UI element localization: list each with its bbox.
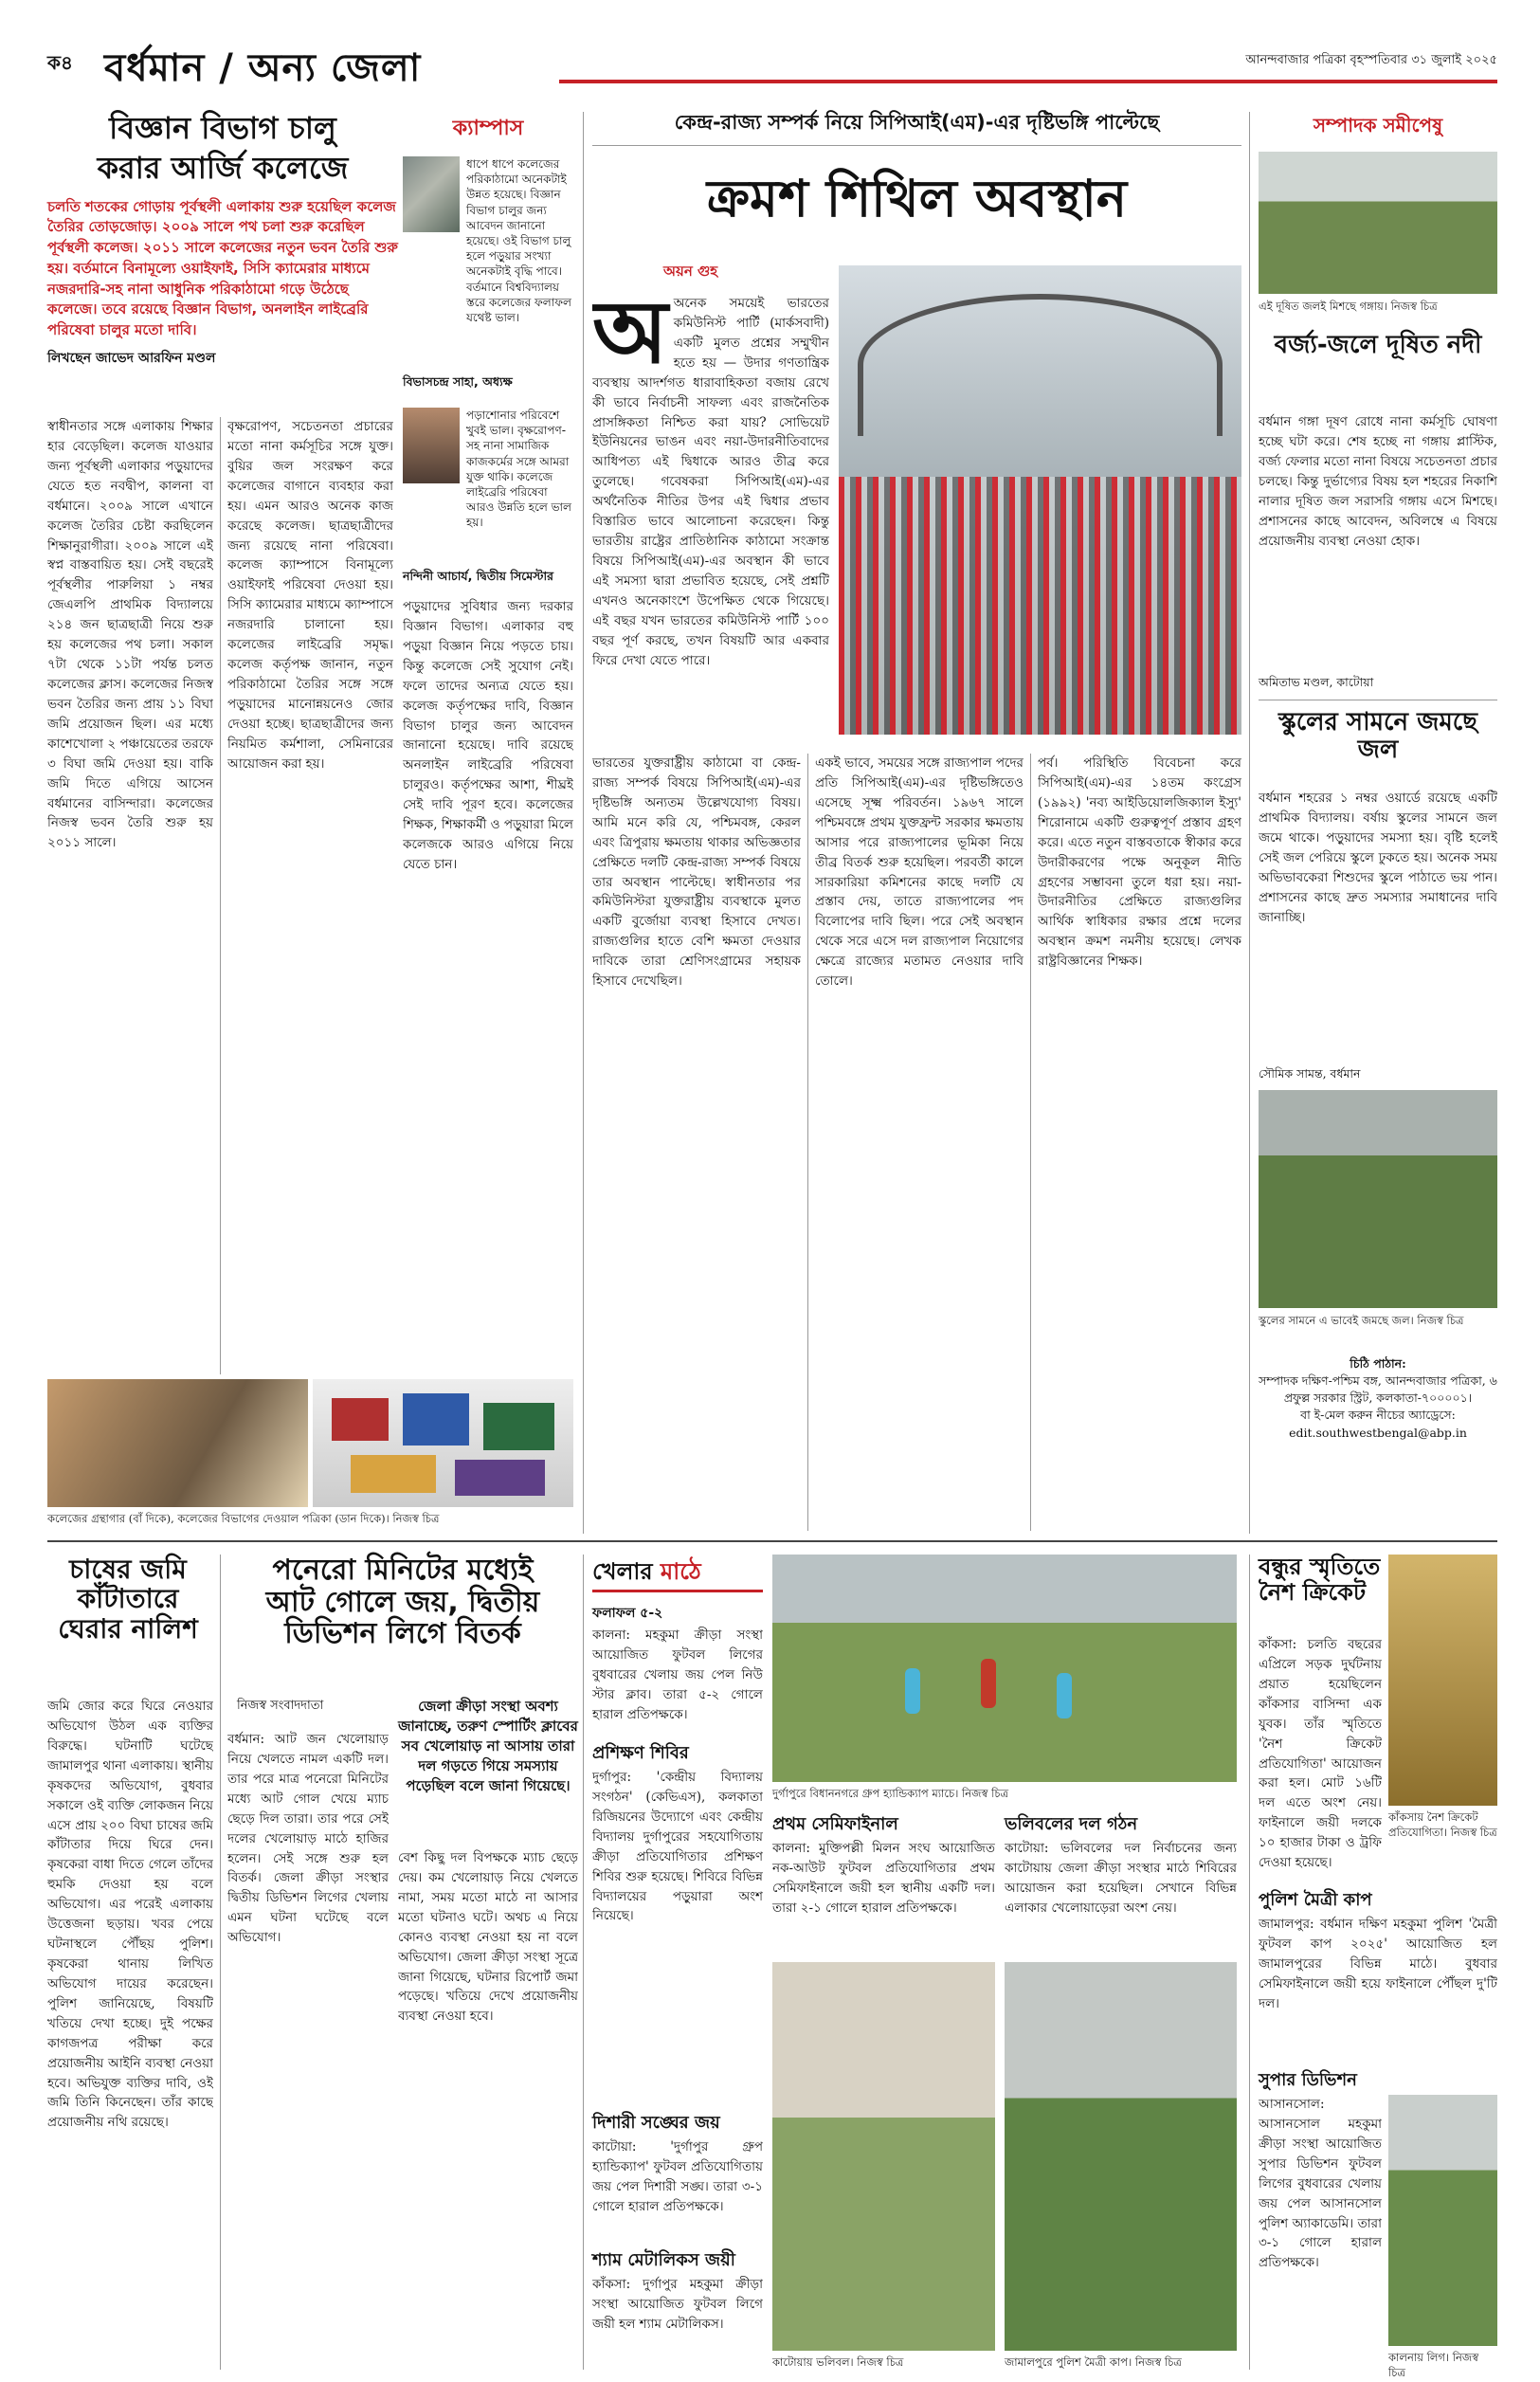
paper-info: আনন্দবাজার পত্রিকা বৃহস্পতিবার ৩১ জুলাই ২০২৫ [1245, 53, 1497, 67]
address-title: চিঠি পাঠান: [1350, 1356, 1406, 1371]
lead-headline: ক্রমশ শিথিল অবস্থান [706, 169, 1128, 228]
football-headline-1: পনেরো মিনিটের মধ্যেই [272, 1554, 534, 1587]
camp-title: প্রশিক্ষণ শিবির [592, 1743, 689, 1763]
land-body: জমি জোর করে ঘিরে নেওয়ার অভিযোগ উঠল এক ব্যক্তির বিরুদ্ধে। ঘটনাটি ঘটেছে জামালপুর থানা এলাকায়। স্থানীয় কৃষকদের অভিযোগ, বুধবার সকালে ওই ব্যক্তি লোকজন নিয়ে এসে প্রায় ২০০ বিঘা চাষের জমি কাঁটাতার দিয়ে ঘিরে দেন। কৃষকেরা বাধা দিতে গেলে তাঁদের হুমকি দেওয়া হয় বলে অভিযোগ। এর পরেই এলাকায় উত্তেজনা ছড়ায়। খবর পেয়ে ঘটনাস্থলে পৌঁছয় পুলিশ। কৃষকেরা থানায় লিখিত অভিযোগ দায়ের করেছেন। পুলিশ জানিয়েছে, বিষয়টি খতিয়ে দেখা হচ্ছে। দুই পক্ষের কাগজপত্র পরীক্ষা করে প্রয়োজনীয় আইনি ব্যবস্থা নেওয়া হবে। অভিযুক্ত ব্যক্তির দাবি, ওই জমি তিনি কিনেছেন। তাঁর কাছে প্রয়োজনীয় নথি রয়েছে। [47, 1699, 213, 2131]
campus-quote-1: ধাপে ধাপে কলেজের পরিকাঠামো অনেকটাই উন্নত হয়েছে। বিজ্ঞান বিভাগ চালুর জন্য আবেদন জানানো হয়েছে। ওই বিভাগ চালু হলে পড়ুয়ার সংখ্যা অনেকটাই বৃদ্ধি পাবে। বর্তমানে বিশ্ববিদ্যালয় স্তরে কলেজের ফলাফল যথেষ্ট ভাল। [466, 157, 571, 324]
letter2-body: বর্ধমান শহরের ১ নম্বর ওয়ার্ডে রয়েছে একটি প্রাথমিক বিদ্যালয়। বর্ষায় স্কুলের সামনে জল জমে থাকে। পড়ুয়াদের সমস্যা হয়। বৃষ্টি হলেই সেই জল পেরিয়ে স্কুলে ঢুকতে হয়। অনেক সময় অভিভাবকেরা শিশুদের স্কুলে পাঠাতে ভয় পান। প্রশাসনের কাছে দ্রুত সমস্যার সমাধানের দাবি জানাচ্ছি। [1259, 791, 1497, 925]
letters-label: সম্পাদক সমীপেষু [1313, 114, 1443, 136]
police-title: পুলিশ মৈত্রী কাপ [1259, 1890, 1372, 1910]
college-photo-caption: কলেজের গ্রন্থাগার (বাঁ দিকে), কলেজের বিভাগের দেওয়াল পত্রিকা (ডান দিকে)। নিজস্ব চিত্র [47, 1512, 440, 1525]
police-photo-caption: জামালপুরে পুলিশ মৈত্রী কাপ। নিজস্ব চিত্র [1005, 2355, 1182, 2369]
lead-photo-rally [839, 265, 1241, 735]
sports-label-prefix: খেলার [592, 1558, 661, 1585]
sports-label-main: মাঠে [660, 1558, 701, 1585]
column-rule [583, 112, 584, 1534]
campus-quote-2: পড়াশোনার পরিবেশে খুবই ভাল। বৃক্ষরোপণ-সহ নানা সামাজিক কাজকর্মের সঙ্গে আমরা যুক্ত থাকি। কলেজে লাইব্রেরি পরিষেবা আরও উন্নতি হলে ভাল হয়। [466, 409, 571, 530]
section-title: বর্ধমান / অন্য জেলা [104, 46, 422, 90]
football-headline-2: আট গোলে জয়, দ্বিতীয় [265, 1585, 540, 1619]
college-byline: লিখছেন জাভেদ আরফিন মণ্ডল [47, 350, 216, 366]
waterlogging-caption: স্কুলের সামনে এ ভাবেই জমছে জল। নিজস্ব চিত্র [1259, 1314, 1464, 1327]
volley-title: ভলিবলের দল গঠন [1005, 1814, 1138, 1834]
football-headline-3: ডিভিশন লিগে বিতর্ক [284, 1617, 521, 1651]
column-rule [220, 417, 221, 1374]
match-photo-caption: দুর্গাপুরে বিধাননগরে গ্রুপ হ্যান্ডিক্যাপ ম্যাচে। নিজস্ব চিত্র [772, 1787, 1009, 1800]
wall-magazine-photo [313, 1379, 573, 1507]
kalna-league-photo [1388, 2095, 1497, 2346]
campus-quote-1-name: বিভাসচন্দ্র সাহা, অধ্যক্ষ [403, 374, 513, 389]
lead-kicker: কেন্দ্র-রাজ্য সম্পর্ক নিয়ে সিপিআই(এম)-এর দৃষ্টিভঙ্গি পাল্টেছে [674, 111, 1160, 134]
dishari-body: কাটোয়া: 'দুর্গাপুর গ্রুপ হ্যান্ডিক্যাপ' ফুটবল প্রতিযোগিতায় জয় পেল দিশারী সঙ্ঘ। তারা ৩-১ গোলে হারাল প্রতিপক্ষকে। [592, 2139, 763, 2214]
semi-title: প্রথম সেমিফাইনাল [772, 1814, 898, 1834]
column-rule [1249, 112, 1250, 1534]
letters-sidebar [1259, 112, 1497, 143]
cricket-body: কাঁকসা: চলতি বছরের এপ্রিলে সড়ক দুর্ঘটনায় প্রয়াত হয়েছিলেন কাঁকসার বাসিন্দা এক যুবক। তাঁর স্মৃতিতে 'নৈশ ক্রিকেট প্রতিযোগিতা' আয়োজন করা হল। মোট ১৬টি দল এতে অংশ নেয়। ফাইনালে জয়ী দলকে ১০ হাজার টাকা ও ট্রফি দেওয়া হয়েছে। [1259, 1637, 1382, 1871]
library-photo [47, 1379, 308, 1507]
land-headline: চাষের জমি কাঁটাতারে ঘেরার নালিশ [58, 1554, 198, 1645]
football-body-col2: বেশ কিছু দল বিপক্ষকে ম্যাচ ছেড়ে দেয়। কম খেলোয়াড় নিয়ে খেলতে নামা, সময় মতো মাঠে না আসার মতো ঘটনাও ঘটে। অথচ এ নিয়ে কোনও ব্যবস্থা নেওয়া হয় না বলে অভিযোগ। জেলা ক্রীড়া সংস্থা সূত্রে জানা গিয়েছে, ঘটনার রিপোর্ট জমা পড়েছে। খতিয়ে দেখে প্রয়োজনীয় ব্যবস্থা নেওয়া হবে। [398, 1850, 578, 2025]
lead-body-col2: ভারতের যুক্তরাষ্ট্রীয় কাঠামো বা কেন্দ্র-রাজ্য সম্পর্ক বিষয়ে সিপিআই(এম)-এর দৃষ্টিভঙ্গি অন্যতম উল্লেখযোগ্য বিষয়। আমি মনে করি যে, পশ্চিমবঙ্গ, কেরল এবং ত্রিপুরায় ক্ষমতায় থাকার অভিজ্ঞতার প্রেক্ষিতে দলটি কেন্দ্র-রাজ্য সম্পর্ক বিষয়ে তার অবস্থান পাল্টেছে। স্বাধীনতার পর কমিউনিস্টরা যুক্তরাষ্ট্রীয় ব্যবস্থাকে মুলত একটি বুর্জোয়া ব্যবস্থা হিসাবে দেখত। রাজ্যগুলির হাতে বেশি ক্ষমতা দেওয়ার দাবিকে তারা শ্রেণিসংগ্রামের সহায়ক হিসাবে দেখেছিল। [592, 755, 801, 990]
column-rule [220, 1555, 221, 2370]
score-body: কালনা: মহকুমা ক্রীড়া সংস্থা আয়োজিত ফুটবল লিগের বুধবারের খেলায় জয় পেল নিউ স্টার ক্লাব। তারা ৫-২ গোলে হারাল প্রতিপক্ষকে। [592, 1627, 763, 1722]
campus-quote-2-name: নন্দিনী আচার্য, দ্বিতীয় সিমেস্টার [403, 569, 554, 583]
cricket-photo-caption: কাঁকসায় নৈশ ক্রিকেট প্রতিযোগিতা। নিজস্ব চিত্র [1388, 1810, 1497, 1839]
score-title: ফলাফল ৫-২ [592, 1606, 663, 1621]
student-photo [403, 408, 460, 483]
address-box [1259, 1355, 1497, 1442]
drain-photo [1259, 152, 1497, 294]
letter1-name: অমিতাভ মণ্ডল, কাটোয়া [1259, 675, 1374, 689]
college-body-col2: বৃক্ষরোপণ, সচেতনতা প্রচারের মতো নানা কর্মসূচির সঙ্গে যুক্ত। বুয়ির জল সংরক্ষণ করে কলেজের বাগানে ব্যবহার করা হয়। এমন আরও অনেক কাজ করেছে কলেজ। ছাত্রছাত্রীদের জন্য রয়েছে নানা পরিষেবা। কলেজ ক্যাম্পাসে বিনামূল্যে ওয়াইফাই পরিষেবা দেওয়া হয়। সিসি ক্যামেরার মাধ্যমে ক্যাম্পাসে নজরদারি চালানো হয়। কলেজের লাইব্রেরি সমৃদ্ধ। কলেজ কর্তৃপক্ষ জানান, নতুন পরিকাঠামো তৈরির সঙ্গে সঙ্গে পড়ুয়াদের মানোন্নয়নেও জোর দেওয়া হচ্ছে। ছাত্রছাত্রীদের জন্য নিয়মিত কর্মশালা, সেমিনারের আয়োজন করা হয়। [227, 419, 393, 772]
college-body-col3: পড়ুয়াদের সুবিধার জন্য দরকার বিজ্ঞান বিভাগ। এলাকার বহু পড়ুয়া বিজ্ঞান নিয়ে পড়তে চায়। কিন্তু কলেজে সেই সুযোগ নেই। ফলে তাদের অন্যত্র যেতে হয়। কলেজ কর্তৃপক্ষের দাবি, বিজ্ঞান বিভাগ চালুর জন্য আবেদন জানানো হয়েছে। দাবি রয়েছে অনলাইন লাইব্রেরি পরিষেবা চালুরও। কর্তৃপক্ষের আশা, শীঘ্রই সেই দাবি পূরণ হবে। কলেজের শিক্ষক, শিক্ষাকর্মী ও পড়ুয়ারা মিলে কলেজকে আরও এগিয়ে নিয়ে যেতে চান। [403, 599, 573, 872]
address-text: সম্পাদক দক্ষিণ-পশ্চিম বঙ্গ, আনন্দবাজার পত্রিকা, ৬ প্রফুল্ল সরকার স্ট্রিট, কলকাতা-৭০০০০১। [1259, 1373, 1497, 1406]
address-email[interactable]: বা ই-মেল করুন নীচের অ্যাড্রেসে: edit.southwestbengal@abp.in [1289, 1408, 1467, 1440]
page-header [47, 38, 1497, 95]
section-divider [47, 1540, 1497, 1542]
letter1-title: বর্জ্য-জলে দূষিত নদী [1274, 331, 1482, 359]
header-rule [559, 80, 1497, 83]
super-title: সুপার ডিভিশন [1259, 2070, 1357, 2090]
semi-body: কালনা: মুক্তিপল্লী মিলন সংঘ আয়োজিত নক-আউট ফুটবল প্রতিযোগিতার প্রথম সেমিফাইনালে জয়ী হল স্থানীয় একটি দল। তারা ২-১ গোলে হারাল প্রতিপক্ষকে। [772, 1841, 995, 1916]
football-story [227, 1555, 578, 1650]
drain-caption: এই দূষিত জলই মিশছে গঙ্গায়। নিজস্ব চিত্র [1259, 300, 1438, 313]
letter2-title: স্কুলের সামনে জমছে জল [1278, 708, 1477, 765]
super-body: আসানসোল: আসানসোল মহকুমা ক্রীড়া সংস্থা আয়োজিত সুপার ডিভিশন ফুটবল লিগের বুধবারের খেলায় জয় পেল আসানসোল পুলিশ অ্যাকাডেমি। তারা ৩-১ গোলে হারাল প্রতিপক্ষকে। [1259, 2097, 1382, 2271]
volley-photo [772, 1962, 995, 2351]
cricket-photo [1388, 1555, 1497, 1806]
football-pullquote: জেলা ক্রীড়া সংস্থা অবশ্য জানাচ্ছে, তরুণ স্পোর্টিং ক্লাবের সব খেলোয়াড় না আসায় তারা দল গড়তে গিয়ে সমস্যায় পড়েছিল বলে জানা গিয়েছে। [398, 1698, 578, 1794]
volley-body: কাটোয়া: ভলিবলের দল নির্বাচনের জন্য কাটোয়ায় জেলা ক্রীড়া সংস্থার মাঠে শিবিরের আয়োজন করা হয়েছিল। সেখানে বিভিন্ন এলাকার খেলোয়াড়েরা অংশ নেয়। [1005, 1841, 1237, 1916]
sports-label-box [592, 1555, 763, 1592]
football-match-photo [772, 1555, 1237, 1782]
lead-kicker-box [592, 112, 1241, 146]
volley-photo-caption: কাটোয়ায় ভলিবল। নিজস্ব চিত্র [772, 2355, 904, 2369]
football-byline: নিজস্ব সংবাদদাতা [237, 1699, 324, 1713]
lead-body-col1 [592, 294, 829, 749]
column-rule [807, 754, 808, 1531]
letter1-body: বর্ধমান গঙ্গা দূষণ রোধে নানা কর্মসূচি ঘোষণা হচ্ছে ঘটা করে। শেষ হচ্ছে না গঙ্গায় প্লাস্টিক, বর্জ্য ফেলার মতো নানা বিষয়ে সচেতনতা প্রচার চলছে। কিন্তু দুর্ভাগ্যের বিষয় হল শহরের নিকাশি নালার দূষিত জল সরাসরি গঙ্গায় এসে মিশছে। প্রশাসনের কাছে আবেদন, অবিলম্বে এ বিষয়ে প্রয়োজনীয় ব্যবস্থা নেওয়া হোক। [1259, 414, 1497, 549]
letter2-name: সৌমিক সামন্ত, বর্ধমান [1259, 1066, 1361, 1081]
football-body-col1: বর্ধমান: আট জন খেলোয়াড় নিয়ে খেলতে নামল একটি দল। তার পরে মাত্র পনেরো মিনিটের মধ্যে আট গোল খেয়ে ম্যাচ ছেড়ে দিল তারা। তার পরে সেই দলের খেলোয়াড় মাঠে হাজির হলেন। সেই সঙ্গে শুরু হল বিতর্ক। জেলা ক্রীড়া সংস্থার দ্বিতীয় ডিভিশন লিগের খেলায় এমন ঘটনা ঘটেছে বলে অভিযোগ। [227, 1732, 389, 1946]
column-rule [1249, 1555, 1250, 2370]
principal-photo [403, 156, 460, 232]
dishari-title: দিশারী সঙ্ঘের জয় [592, 2113, 720, 2133]
drop-cap: অ [592, 294, 668, 383]
campus-label-box [403, 112, 573, 144]
campus-label: ক্যাম্পাস [452, 117, 524, 140]
column-rule [583, 1555, 584, 2370]
college-body-col1: স্বাধীনতার সঙ্গে এলাকায় শিক্ষার হার বেড়েছিল। কলেজ যাওয়ার জন্য পূর্বস্থলী এলাকার পড়ুয়াদের যেতে হত নবদ্বীপ, কালনা বা বর্ধমানে। ২০০৯ সালে এখানে কলেজ তৈরির চেষ্টা করছিলেন শিক্ষানুরাগীরা। ২০০৯ সালে এই স্বপ্ন বাস্তবায়িত হয়। সেই বছরেই পূর্বস্থলীর পারুলিয়া ১ নম্বর জেএলপি প্রাথমিক বিদ্যালয়ে ২১৪ জন ছাত্রছাত্রী নিয়ে শুরু হয় কলেজের পথ চলা। সকাল ৭টা থেকে ১১টা পর্যন্ত চলত কলেজের ক্লাস। কলেজের নিজস্ব ভবন তৈরির জন্য প্রায় ১১ বিঘা জমি প্রয়োজন ছিল। এর মধ্যে কাশেখোলা ২ পঞ্চায়েতের তরফে ৩ বিঘা জমি দেওয়া হয়। বাকি জমি দিতে এগিয়ে আসেন বর্ধমানের বাসিন্দারা। কলেজের নিজস্ব ভবন তৈরি শুরু হয় ২০১১ সালে। [47, 419, 213, 851]
police-body: জামালপুর: বর্ধমান দক্ষিণ মহকুমা পুলিশ 'মৈত্রী ফুটবল কাপ ২০২৫' আয়োজিত হল জামালপুরের বিভিন্ন মাঠে। বুধবার সেমিফাইনালে জয়ী হয়ে ফাইনালে পৌঁছল দু'টি দল। [1259, 1917, 1497, 2011]
lead-body-col4: পর্ব। পরিস্থিতি বিবেচনা করে সিপিআই(এম)-এর ১৪তম কংগ্রেস (১৯৯২) 'নব্য আইডিয়োলজিক্যাল ইস্যু' শিরোনামে একটি গুরুত্বপূর্ণ প্রস্তাব গ্রহণ করে। এতে নতুন বাস্তবতাকে স্বীকার করে উদারীকরণের পক্ষে অনুকূল নীতি গ্রহণের সম্ভাবনা তুলে ধরা হয়। নয়া-উদারনীতির প্রেক্ষিতে রাজ্যগুলির আর্থিক স্বাধিকার রক্ষার প্রশ্নে দলের অবস্থান ক্রমশ নমনীয় হয়েছে। লেখক রাষ্ট্রবিজ্ঞানের শিক্ষক। [1038, 755, 1241, 970]
column-rule [1030, 754, 1031, 1531]
cricket-headline: বন্ধুর স্মৃতিতে নৈশ ক্রিকেট [1259, 1554, 1381, 1606]
page-number: ক৪ [47, 51, 73, 74]
college-headline-2: করার আর্জি কলেজে [97, 149, 349, 186]
camp-body: দুর্গাপুর: 'কেন্দ্রীয় বিদ্যালয় সংগঠন' (কেভিএস), কলকাতা রিজিয়নের উদ্যোগে এবং কেন্দ্রীয় বিদ্যালয় দুর্গাপুরের সহযোগিতায় ক্রীড়া প্রতিযোগিতার প্রশিক্ষণ শিবির শুরু হয়েছে। শিবিরে বিভিন্ন বিদ্যালয়ের পড়ুয়ারা অংশ নিয়েছে। [592, 1770, 763, 1924]
kalna-photo-caption: কালনায় লিগ। নিজস্ব চিত্র [1388, 2351, 1479, 2379]
lead-body-col3: একই ভাবে, সময়ের সঙ্গে রাজ্যপাল পদের প্রতি সিপিআই(এম)-এর দৃষ্টিভঙ্গিতেও এসেছে সূক্ষ্ম পরিবর্তন। ১৯৬৭ সালে পশ্চিমবঙ্গে প্রথম যুক্তফ্রন্ট সরকার ক্ষমতায় আসার পরে রাজ্যপালের ভূমিকা নিয়ে তীব্র বিতর্ক শুরু হয়েছিল। পরবর্তী কালে সারকারিয়া কমিশনের কাছে দলটি যে প্রস্তাব দেয়, তাতে রাজ্যপালের পদ বিলোপের দাবি ছিল। পরে সেই অবস্থান থেকে সরে এসে দল রাজ্যপাল নিয়োগের ক্ষেত্রে রাজ্যের মতামত নেওয়ার দাবি তোলে। [815, 755, 1024, 990]
lead-body-col1-text: অনেক সময়েই ভারতের কমিউনিস্ট পার্টি (মার্কসবাদী) একটি মুলত প্রশ্নের সম্মুখীন হতে হয় — উদার গণতান্ত্রিক ব্যবস্থায় আদর্শগত ধারাবাহিকতা বজায় রেখে কী ভাবে নির্বাচনী সাফল্য এবং রাজনৈতিক প্রাসঙ্গিকতা নিশ্চিত করা যায়? সোভিয়েট ইউনিয়নের ভাঙন এবং নয়া-উদারনীতিবাদের আধিপত্য এই দ্বিধাকে আরও তীব্র করে তুলেছে। গবেষকরা সিপিআই(এম)-এর অর্থনৈতিক নীতির উপর এই দ্বিধার প্রভাব বিস্তারিত ভাবে আলোচনা করেছেন। কিন্তু ভারতীয় রাষ্ট্রের প্রাতিষ্ঠানিক কাঠামো সংক্রান্ত বিষয়ে সিপিআই(এম)-এর অবস্থান কী ভাবে এই সমস্যা দ্বারা প্রভাবিত হয়েছে, সেই প্রশ্নটি এখনও অনেকাংশে উপেক্ষিত থেকে গিয়েছে। এই বছর যখন ভারতের কমিউনিস্ট পার্টি ১০০ বছর পূর্ণ করছে, তখন বিষয়টি আর একবার ফিরে দেখা যেতে পারে। [592, 296, 829, 668]
college-deck: চলতি শতকের গোড়ায় পূর্বস্থলী এলাকায় শুরু হয়েছিল কলেজ তৈরির তোড়জোড়। ২০০৯ সালে পথ চলা শুরু করেছিল পূর্বস্থলী কলেজ। ২০১১ সালে কলেজের নতুন ভবন তৈরি শুরু হয়। বর্তমানে বিনামূল্যে ওয়াইফাই, সিসি ক্যামেরার মাধ্যমে নজরদারি-সহ নানা আধুনিক পরিকাঠামো গড়ে উঠেছে কলেজে। তবে রয়েছে বিজ্ঞান বিভাগ, অনলাইন লাইব্রেরি পরিষেবা চালুর মতো দাবি। [47, 197, 398, 339]
waterlogging-photo [1259, 1090, 1497, 1308]
lead-byline: অয়ন গুহ [663, 263, 718, 280]
shyam-body: কাঁকসা: দুর্গাপুর মহকুমা ক্রীড়া সংস্থা আয়োজিত ফুটবল লিগে জয়ী হল শ্যাম মেটালিকস। [592, 2277, 763, 2332]
police-cup-photo [1005, 1962, 1237, 2351]
shyam-title: শ্যাম মেটালিকস জয়ী [592, 2250, 735, 2270]
college-headline-1: বিজ্ঞান বিভাগ চালু [109, 110, 336, 146]
